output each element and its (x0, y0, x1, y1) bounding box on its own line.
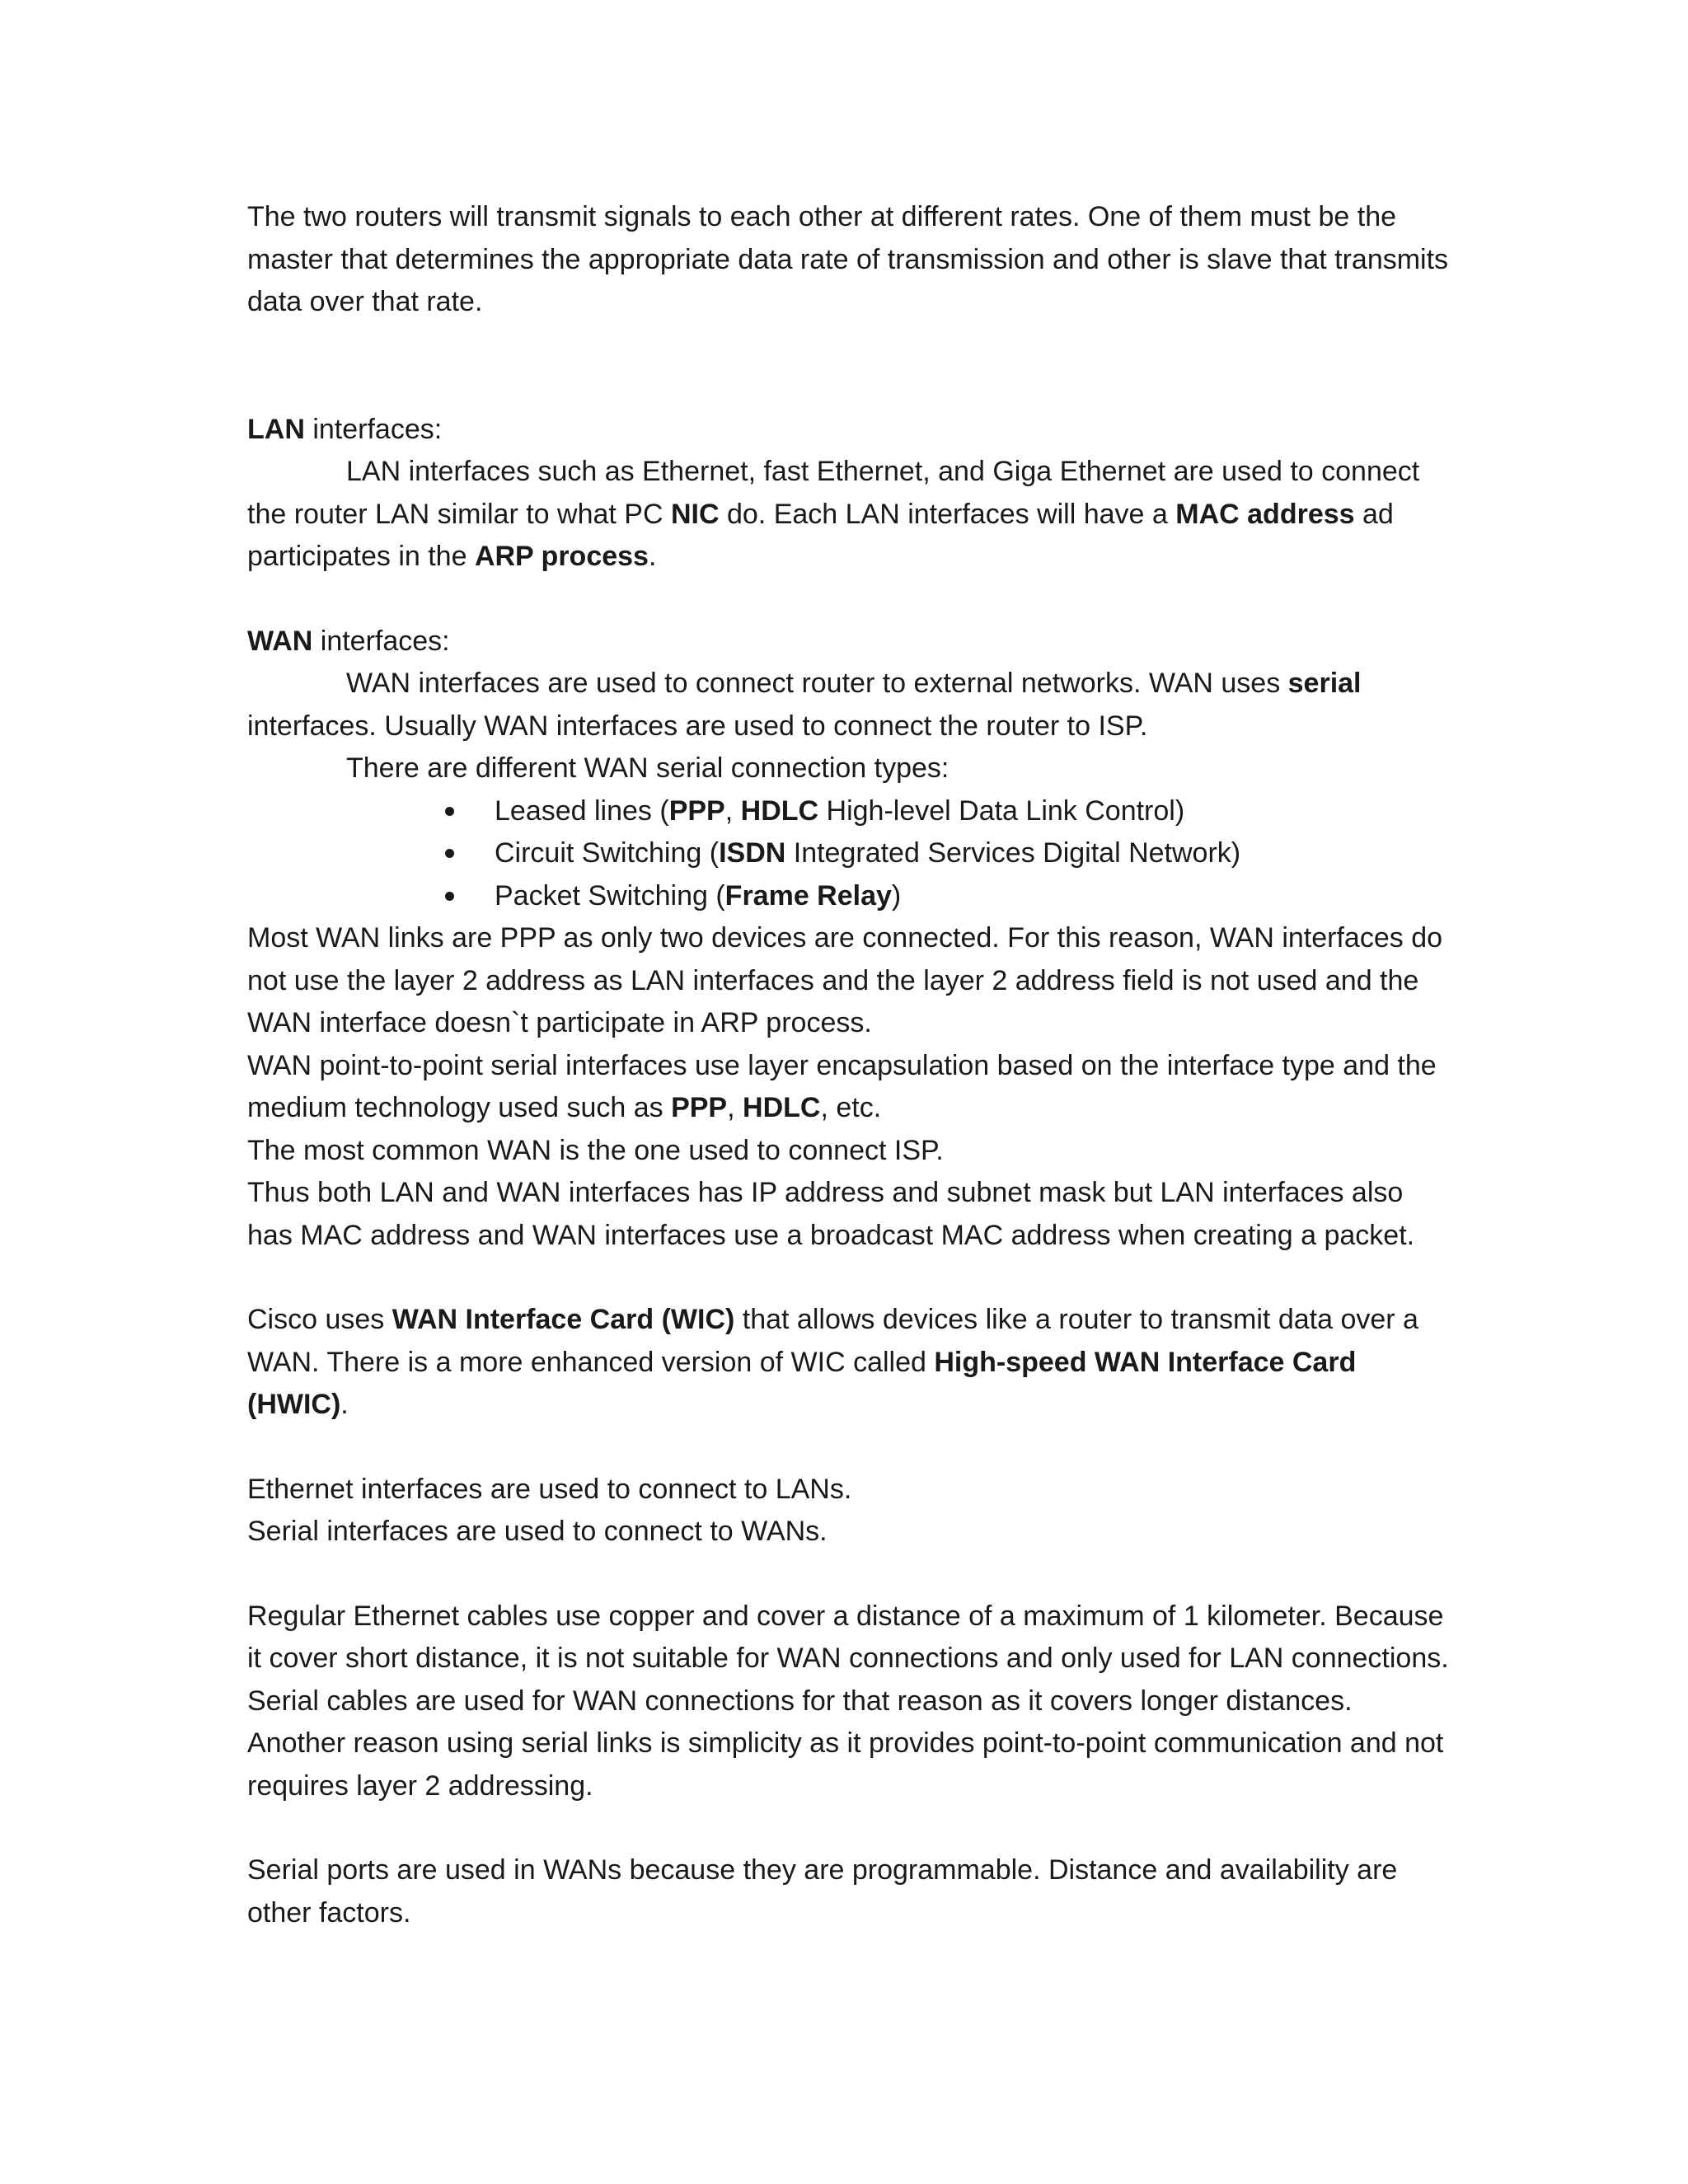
bullet-icon (445, 849, 454, 858)
wan-connection-types-list (247, 790, 1451, 918)
paragraph-lan-wan-ip: Thus both LAN and WAN interfaces has IP address and subnet mask but LAN interfaces also has MAC address and WAN interfaces use a broadcast MAC address when creating a packet. (247, 1177, 1415, 1251)
paragraph-wan-common: The most common WAN is the one used to connect ISP. (247, 1134, 944, 1166)
paragraph-serial-wans: Serial interfaces are used to connect to WANs. (247, 1516, 828, 1547)
paragraph-wan-ppp: Most WAN links are PPP as only two devices are connected. For this reason, WAN interfaces do not use the layer 2 address as LAN interfaces and the layer 2 address field is not used and the WAN interface doesn`t participate in ARP process. (247, 922, 1443, 1038)
wan-interfaces-heading: WAN interfaces: (247, 625, 450, 657)
paragraph-wan-encapsulation: WAN point-to-point serial interfaces use layer encapsulation based on the interface type and the medium technology used such as PPP, HDLC, etc. (247, 1049, 1437, 1123)
spacer (247, 1427, 1451, 1469)
paragraph-cisco-wic: Cisco uses WAN Interface Card (WIC) that allows devices like a router to transmit data over a WAN. There is a more enhanced version of WIC called High-speed WAN Interface Card (HWIC). (247, 1304, 1418, 1420)
bullet-icon (445, 892, 454, 901)
paragraph-wan-interfaces: WAN interfaces are used to connect router to external networks. WAN uses serial interfaces. Usually WAN interfaces are used to connect the router to ISP. (247, 668, 1362, 742)
spacer (247, 1807, 1451, 1849)
lan-interfaces-heading: LAN interfaces: (247, 413, 443, 445)
spacer (247, 579, 1451, 621)
list-item-circuit-switching: Circuit Switching (ISDN Integrated Services Digital Network) (445, 832, 1451, 875)
document-body (247, 196, 1451, 1934)
list-item-leased-lines: Leased lines (PPP, HDLC High-level Data Link Control) (445, 790, 1451, 833)
spacer (247, 1554, 1451, 1596)
paragraph-lan-interfaces: LAN interfaces such as Ethernet, fast Ethernet, and Giga Ethernet are used to connect the router LAN similar to what PC NIC do. Each LAN interfaces will have a MAC address ad participates in the ARP process. (247, 456, 1420, 572)
paragraph-serial-simplicity: Another reason using serial links is simplicity as it provides point-to-point communication and not requires layer 2 addressing. (247, 1727, 1444, 1802)
paragraph-ethernet-cables: Regular Ethernet cables use copper and cover a distance of a maximum of 1 kilometer. Because it cover short distance, it is not suitable for WAN connections and only used for LAN connections. Serial cables are used for WAN connections for that reason as it covers longer distances. (247, 1600, 1449, 1717)
wan-types-intro: There are different WAN serial connection types: (346, 752, 950, 784)
spacer (247, 324, 1451, 409)
bullet-icon (445, 807, 454, 816)
list-item-packet-switching: Packet Switching (Frame Relay) (445, 875, 1451, 918)
paragraph-router-rates: The two routers will transmit signals to each other at different rates. One of them must be the master that determines the appropriate data rate of transmission and other is slave that transmits data over that rate. (247, 201, 1449, 317)
spacer (247, 1257, 1451, 1299)
paragraph-serial-ports: Serial ports are used in WANs because they are programmable. Distance and availability are other factors. (247, 1854, 1398, 1929)
paragraph-ethernet-lans: Ethernet interfaces are used to connect to LANs. (247, 1473, 852, 1505)
